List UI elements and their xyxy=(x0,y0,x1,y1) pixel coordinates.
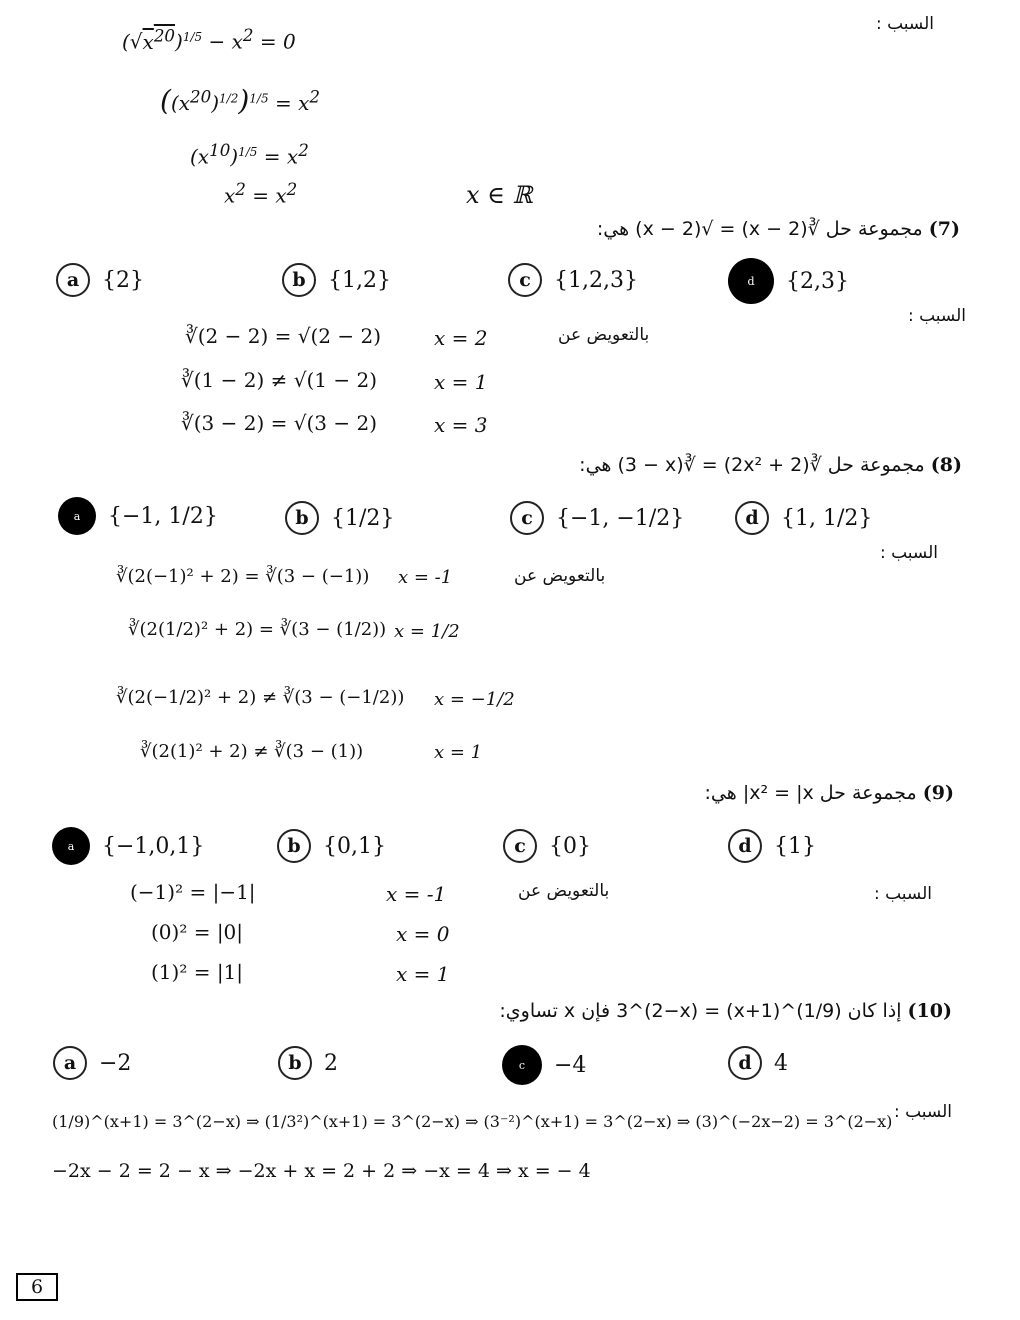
q8-option-b[interactable] xyxy=(285,501,394,535)
option-value: {1,2,3} xyxy=(554,267,638,293)
q9-work-x-1: x = -1 xyxy=(386,882,447,906)
top-eq-1: $(√x^{20})^{1/5} - x^2 = 0$ xyxy=(122,26,296,54)
option-value: {1} xyxy=(774,833,816,859)
option-letter-d: d xyxy=(728,258,774,304)
q10-reason-label: السبب : xyxy=(893,1102,952,1122)
q8-work-x-2: x = 1/2 xyxy=(394,621,460,642)
q9-substitute-label: بالتعويض عن xyxy=(518,881,610,901)
option-letter-a: a xyxy=(58,497,96,535)
q7-reason-label: السبب : xyxy=(907,306,966,326)
option-letter-b: b xyxy=(278,1046,312,1080)
option-letter-b: b xyxy=(277,829,311,863)
q7-work-eq-1: ∛(2 − 2) = √(2 − 2) xyxy=(185,324,382,348)
q7-text: مجموعة حل ∛(x − 2) = √(x − 2) هي: xyxy=(596,218,923,240)
q9-option-c[interactable] xyxy=(503,829,591,863)
q8-number: (8) xyxy=(930,454,962,476)
option-letter-c: c xyxy=(502,1045,542,1085)
q7-work-x-1: x = 2 xyxy=(434,326,488,350)
option-letter-a: a xyxy=(52,827,90,865)
q9-work-eq-3: (1)² = |1| xyxy=(151,960,244,984)
q8-option-c[interactable] xyxy=(510,501,684,535)
q10-work-line-1: (1/9)^(x+1) = 3^(2−x) ⇒ (1/3²)^(x+1) = 3^(2−x) ⇒ (3⁻²)^(x+1) = 3^(2−x) ⇒ (3)^(−2x−2) = 3^(2−x) xyxy=(52,1112,893,1131)
option-value: {1, 1/2} xyxy=(781,505,873,531)
q10-work-line-2: −2x − 2 = 2 − x ⇒ −2x + x = 2 + 2 ⇒ −x = 4 ⇒ x = − 4 xyxy=(52,1160,591,1182)
q7-number: (7) xyxy=(928,218,960,240)
option-letter-c: c xyxy=(503,829,537,863)
option-letter-d: d xyxy=(728,829,762,863)
option-letter-d: d xyxy=(735,501,769,535)
q8-work-eq-3: ∛(2(−1/2)² + 2) ≠ ∛(3 − (−1/2)) xyxy=(116,687,405,708)
q8-substitute-label: بالتعويض عن xyxy=(514,566,606,586)
q9-work-eq-2: (0)² = |0| xyxy=(151,920,244,944)
option-letter-b: b xyxy=(282,263,316,297)
q10-option-c-selected[interactable] xyxy=(502,1045,586,1085)
option-value: {0,1} xyxy=(323,833,386,859)
q9-work-x-2: x = 0 xyxy=(396,922,450,946)
page-number: 6 xyxy=(16,1273,58,1301)
option-value: {2} xyxy=(102,267,144,293)
option-value: {0} xyxy=(549,833,591,859)
option-value: {−1, 1/2} xyxy=(108,503,218,529)
q10-option-a[interactable] xyxy=(53,1046,131,1080)
q7-option-c[interactable] xyxy=(508,263,638,297)
q7-question xyxy=(597,218,960,240)
q8-work-eq-2: ∛(2(1/2)² + 2) = ∛(3 − (1/2)) xyxy=(128,619,387,640)
q8-work-x-3: x = −1/2 xyxy=(434,689,515,710)
reason-label-top: السبب : xyxy=(875,14,934,34)
option-letter-a: a xyxy=(53,1046,87,1080)
q9-work-eq-1: (−1)² = |−1| xyxy=(130,880,256,904)
q8-reason-label: السبب : xyxy=(879,543,938,563)
q8-text: مجموعة حل ∛(2x² + 2) = ∛(3 − x) هي: xyxy=(579,454,925,476)
q9-text: مجموعة حل x² = |x| هي: xyxy=(704,782,917,804)
q9-option-d[interactable] xyxy=(728,829,816,863)
q7-option-a[interactable] xyxy=(56,263,144,297)
option-letter-b: b xyxy=(285,501,319,535)
q9-work-x-3: x = 1 xyxy=(396,962,450,986)
option-value: {1,2} xyxy=(328,267,391,293)
option-value: −2 xyxy=(99,1050,132,1076)
q10-option-b[interactable] xyxy=(278,1046,338,1080)
q7-option-d-selected[interactable] xyxy=(728,258,849,304)
q8-option-d[interactable] xyxy=(735,501,872,535)
option-letter-c: c xyxy=(508,263,542,297)
q7-substitute-label: بالتعويض عن xyxy=(558,325,650,345)
q8-work-x-4: x = 1 xyxy=(434,742,483,763)
q8-option-a-selected[interactable] xyxy=(58,497,218,535)
option-value: {2,3} xyxy=(786,268,849,294)
q10-option-d[interactable] xyxy=(728,1046,788,1080)
q8-work-x-1: x = -1 xyxy=(398,567,453,588)
q10-number: (10) xyxy=(907,1000,952,1022)
top-eq-3: $(x^{10})^{1/5} = x^2$ xyxy=(190,141,309,169)
option-letter-c: c xyxy=(510,501,544,535)
option-value: −4 xyxy=(554,1052,587,1078)
option-value: {−1,0,1} xyxy=(102,833,205,859)
q8-work-eq-1: ∛(2(−1)² + 2) = ∛(3 − (−1)) xyxy=(116,566,370,587)
q9-question xyxy=(705,782,954,804)
q9-number: (9) xyxy=(922,782,954,804)
option-value: {−1, −1/2} xyxy=(556,505,685,531)
q9-option-a-selected[interactable] xyxy=(52,827,204,865)
q10-text: إذا كان (1/9)^(x+1) = 3^(2−x) فإن x تساوي: xyxy=(499,1000,902,1022)
top-eq-4: $x^2 = x^2$ xyxy=(224,180,298,208)
top-result: x ∈ ℝ xyxy=(466,181,533,209)
q8-question xyxy=(579,454,962,476)
q7-work-eq-3: ∛(3 − 2) = √(3 − 2) xyxy=(181,411,378,435)
q8-work-eq-4: ∛(2(1)² + 2) ≠ ∛(3 − (1)) xyxy=(140,741,364,762)
q7-work-x-3: x = 3 xyxy=(434,413,488,437)
q9-reason-label: السبب : xyxy=(873,884,932,904)
q7-option-b[interactable] xyxy=(282,263,391,297)
q7-work-eq-2: ∛(1 − 2) ≠ √(1 − 2) xyxy=(181,368,378,392)
q7-work-x-2: x = 1 xyxy=(434,370,488,394)
option-value: 4 xyxy=(774,1050,788,1076)
option-value: {1/2} xyxy=(331,505,395,531)
option-value: 2 xyxy=(324,1050,338,1076)
top-eq-2: $((x^{20})^{1/2})^{1/5} = x^2$ xyxy=(160,84,320,117)
q9-option-b[interactable] xyxy=(277,829,386,863)
option-letter-d: d xyxy=(728,1046,762,1080)
q10-question xyxy=(499,1000,952,1022)
option-letter-a: a xyxy=(56,263,90,297)
